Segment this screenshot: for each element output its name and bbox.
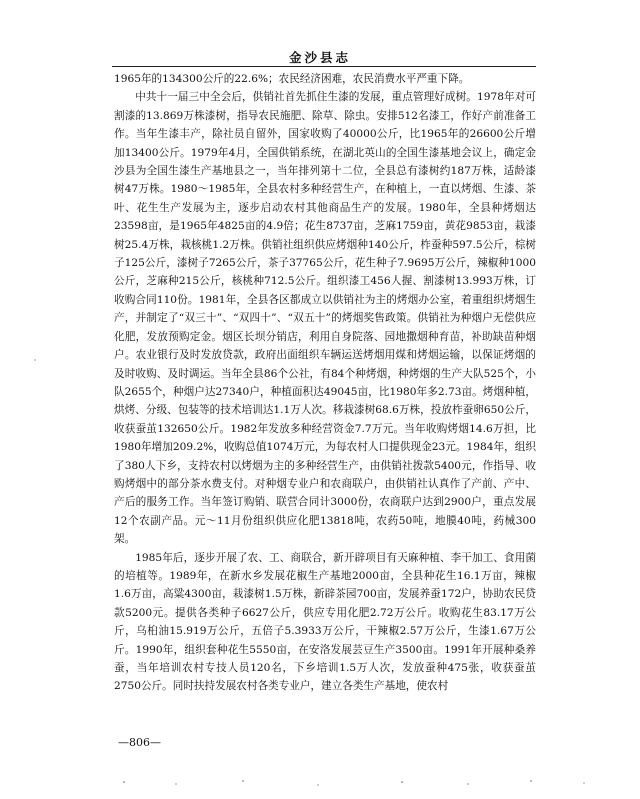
paragraph-1: 1965年的134300公斤的22.6%；农民经济困难，农民消费水平严重下降。 (114, 73, 470, 85)
page-number: —806— (118, 736, 161, 749)
running-header: 金沙县志 (288, 50, 351, 65)
paragraph-3: 1985年后，逐步开展了农、工、商联合，新开辟项目有天麻种植、李干加工、食用菌的培植等。1989年，在新水乡发展花椒生产基地2000亩，全县种花生16.1万亩，辣椒1.6万亩，高粱4300亩，栽漆树1.5万株，新辟茶园700亩，发展养蚕172户，协助农民贷款5200元。提供各类种子6627公斤，供应专用化肥2.72万公斤。收购花生83.17万公斤，乌桕油15.919万公斤，五倍子5.3933万公斤，干辣椒2.57万公斤，生漆1.67万公斤。1990年，组织套种花生5550亩，在安洛发展芸豆生产3500亩。1991年开展种桑养蚕，当年培训农村专技人员120名，下乡培训1.5万人次，发放蚕种475张，收获蚕茧2750公斤。同时扶持发展农村各类专业户，建立各类生产基地，使农村 (114, 551, 536, 693)
paragraph-2: 中共十一届三中全会后，供销社首先抓住生漆的发展，重点管理好成树。1978年对可割漆的13.869万株漆树，指导农民施肥、除草、除虫。安排512名漆工，作好产前准备工作。当年生漆丰产，除社员自留外，国家收购了40000公斤，比1965年的26600公斤增加13400公斤。1979年4月，全国供销系统，在湖北英山的全国生漆基地会议上，确定金沙县为全国生漆生产基地县之一，当年排列第十二位，全县总有漆树约187万株，适龄漆树47万株。1980～1985年，全县农村多种经营生产，在种植上，一直以烤烟、生漆、茶叶、花生生产发展为主，逐步启动农村其他商品生产的发展。1980年，全县种烤烟达23598亩，是1965年4825亩的4.9倍；花生8737亩，芝麻1759亩，黄花9853亩，栽漆树25.4万株，栽核桃1.2万株。供销社组织供应烤烟种140公斤，柞蚕种597.5公斤，棕树子125公斤，漆树子7265公斤，茶子37765公斤，花生种子7.9695万公斤，辣椒种1000公斤，芝麻种215公斤，核桃种712.5公斤。组织漆工456人握、割漆树13.993万株，订收购合同110份。1981年，全县各区都成立以供销社为主的烤烟办公室，着重组织烤烟生产，并制定了“双三十”、“双四十”、“双五十”的烤烟奖售政策。供销社为种烟户无偿供应化肥，发放预购定金。烟区长坝分销店，利用自身院落、园地撒烟种育苗，补助缺苗种烟户。农业银行及时发放贷款，政府出面组织车辆运送烤烟用煤和烤烟运输，以保证烤烟的及时收购、及时调运。当年全县86个公社，有84个种烤烟，种烤烟的生产大队525个，小队2655个，种烟户达27340户，种植面积达49045亩，比1980年多2.73亩。烤烟种植，烘烤、分级、包装等的技术培训达1.1万人次。移栽漆树68.6万株，投放柞蚕卵650公斤，收获蚕茧132650公斤。1982年发放多种经营资金7.7万元。当年收购烤烟14.6万担，比1980年增加209.2%，收购总值1074万元，为每农村人口提供现金23元。1984年，组织了380人下乡，支持农村以烤烟为主的多种经营生产，由供销社拨款5400元，作指导、收购烤烟中的部分茶水费支付。对种烟专业户和农商联户，由供销社认真作了产前、产中、产后的服务工作。当年签订购销、联营合同计3000份，农商联户达到2900户，重点发展12个农副产品。元～11月份组织供应化肥13818吨，农药50吨，地膜40吨，药械300架。 (114, 91, 536, 546)
